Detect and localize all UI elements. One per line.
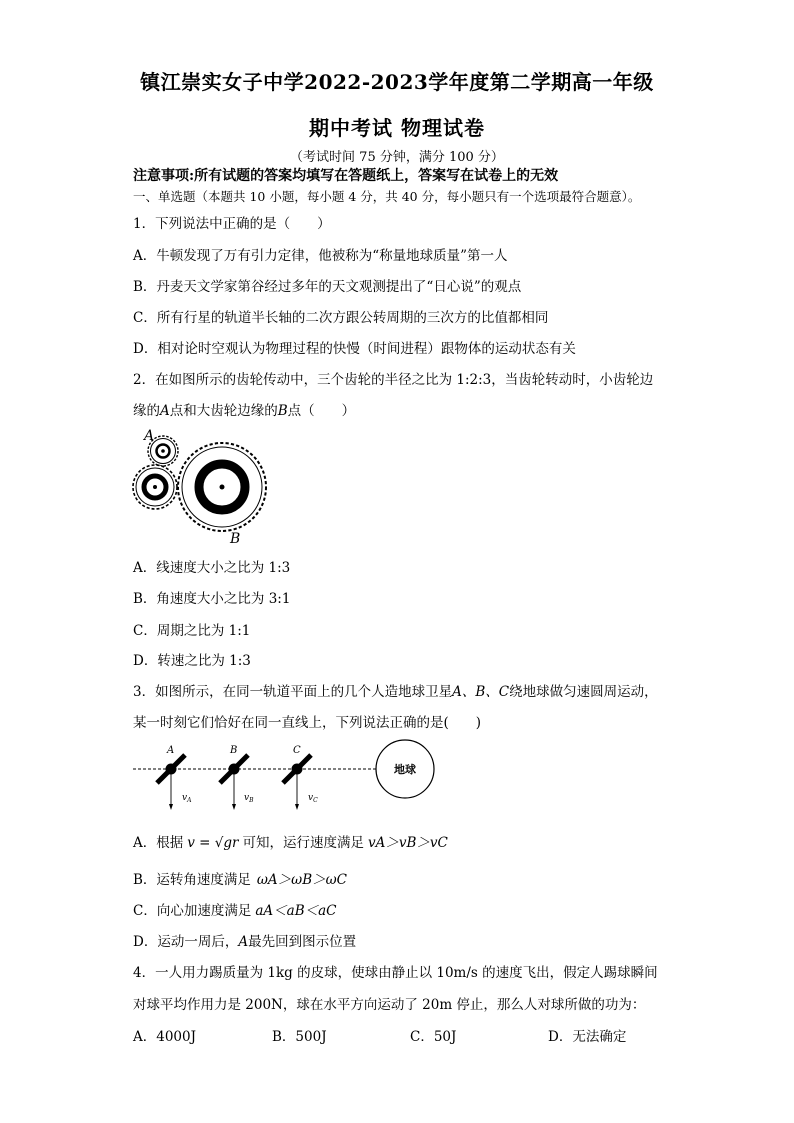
- q2-stem-text: 点（ ）: [287, 403, 356, 419]
- q3-option-d-text: 最先回到图示位置: [248, 934, 357, 950]
- exam-subtitle: （考试时间 75 分钟，满分 100 分）: [290, 150, 504, 165]
- q2-stem-line2: [133, 399, 355, 419]
- velocity-symbol: v: [182, 793, 188, 803]
- q4-stem-line2: 对球平均作用力是 200N，球在水平方向运动了 20m 停止，那么人对球所做的功为：: [133, 997, 646, 1013]
- velocity-subscript: C: [313, 797, 318, 804]
- q1-stem: 1．下列说法中正确的是（ ）: [133, 216, 331, 232]
- velocity-arrow-b: [232, 774, 236, 810]
- q1-option-c: C．所有行星的轨道半长轴的二次方跟公转周期的三次方的比值都相同: [133, 310, 549, 326]
- q1-option-a: A．牛顿发现了万有引力定律，他被称为“称量地球质量”第一人: [133, 248, 508, 264]
- q4-option-c: C．50J: [410, 1029, 457, 1045]
- exam-title-line2: 期中考试 物理试卷: [309, 116, 485, 140]
- large-gear-b: [178, 443, 266, 531]
- q3-option-a-text: A．根据: [133, 835, 184, 851]
- q1-option-d: D．相对论时空观认为物理过程的快慢（时间进程）跟物体的运动状态有关: [133, 341, 576, 357]
- q3-omega-relation: ωA＞ωB＞ωC: [256, 872, 347, 888]
- q2-var-a: A: [160, 403, 170, 419]
- q3-formula: v = √gr: [187, 835, 239, 851]
- q1-option-b: B．丹麦天文学家第谷经过多年的天文观测提出了“日心说”的观点: [133, 279, 522, 295]
- q3-option-a: [133, 831, 448, 851]
- q3-velocity-relation: vA＞vB＞vC: [367, 835, 448, 851]
- velocity-arrow-c: [295, 774, 299, 810]
- velocity-arrow-a: [169, 774, 173, 810]
- q3-stem-text: 3．如图所示，在同一轨道平面上的几个人造地球卫星: [133, 684, 453, 700]
- q3-option-c-text: C．向心加速度满足: [133, 903, 252, 919]
- q3-option-b-text: B．运转角速度满足: [133, 872, 251, 888]
- q4-stem-line1: 4．一人用力踢质量为 1kg 的皮球，使球由静止以 10m/s 的速度飞出，假定人踢球瞬间: [133, 965, 658, 981]
- q2-var-b: B: [277, 403, 288, 419]
- velocity-label-b: [244, 793, 254, 804]
- q3-vars: A、B、C: [452, 684, 510, 700]
- q4-option-b: B．500J: [272, 1029, 327, 1045]
- exam-notice: 注意事项:所有试题的答案均填写在答题纸上，答案写在试卷上的无效: [133, 168, 559, 184]
- section-heading: 一、单选题（本题共 10 小题，每小题 4 分，共 40 分，每小题只有一个选项最符合题意）。: [133, 189, 641, 204]
- q3-stem-line2: 某一时刻它们恰好在同一直线上，下列说法正确的是( ): [133, 715, 482, 731]
- q2-option-d: D．转速之比为 1:3: [133, 653, 251, 669]
- q2-stem-text: 点和大齿轮边缘的: [169, 403, 278, 419]
- velocity-subscript: A: [187, 797, 192, 804]
- q3-option-a-text: 可知，运行速度满足: [242, 835, 364, 851]
- q2-option-c: C．周期之比为 1:1: [133, 623, 251, 639]
- gear-label-a: A: [144, 428, 155, 444]
- velocity-label-a: [182, 793, 192, 804]
- velocity-symbol: v: [308, 793, 314, 803]
- velocity-label-c: [308, 793, 318, 804]
- q3-option-d: [133, 930, 356, 950]
- q2-stem-line1: 2．在如图所示的齿轮传动中，三个齿轮的半径之比为 1:2:3，当齿轮转动时，小齿轮边: [133, 372, 654, 388]
- q3-stem-text: 绕地球做匀速圆周运动，: [509, 684, 658, 700]
- q3-accel-relation: aA＜aB＜aC: [255, 903, 337, 919]
- q3-option-b: [133, 868, 347, 888]
- sat-label-c: C: [293, 745, 301, 756]
- earth-label: 地球: [394, 763, 416, 776]
- q2-option-b: B．角速度大小之比为 3:1: [133, 591, 291, 607]
- q3-stem-line1: [133, 680, 658, 700]
- exam-title-line1: 镇江崇实女子中学2022-2023学年度第二学期高一年级: [140, 70, 654, 94]
- gear-figure: [130, 425, 280, 545]
- q3-option-d-text: D．运动一周后，: [133, 934, 239, 950]
- satellite-figure: [133, 742, 443, 822]
- sat-label-a: A: [167, 745, 175, 756]
- q3-var-a: A: [238, 934, 249, 950]
- gear-label-b: B: [230, 531, 241, 547]
- q2-stem-text: 缘的: [133, 403, 160, 419]
- velocity-symbol: v: [244, 793, 250, 803]
- sat-label-b: B: [230, 745, 238, 756]
- q3-option-c: [133, 899, 337, 919]
- middle-gear: [133, 465, 177, 509]
- q4-option-d: D．无法确定: [548, 1029, 627, 1045]
- q2-option-a: A．线速度大小之比为 1:3: [133, 560, 291, 576]
- velocity-subscript: B: [249, 797, 254, 804]
- q4-option-a: A．4000J: [133, 1029, 197, 1045]
